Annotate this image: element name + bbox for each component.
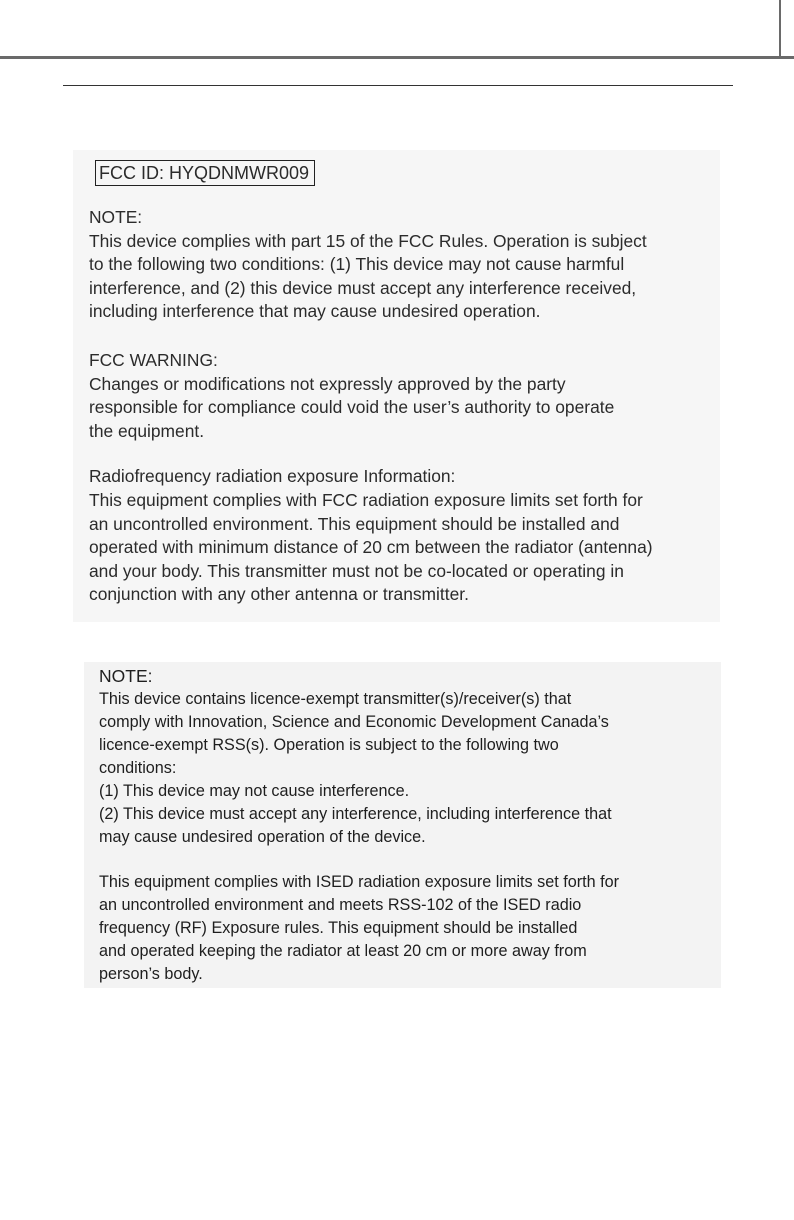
ised-note-line: comply with Innovation, Science and Economic Development Canada’s [99, 713, 609, 731]
ised-note-heading: NOTE: [99, 666, 153, 686]
page-top-border [0, 56, 794, 59]
fcc-warning-line: responsible for compliance could void the user’s authority to operate [89, 397, 615, 418]
ised-exposure-line: This equipment complies with ISED radiation exposure limits set forth for [99, 873, 620, 891]
ised-note-line: conditions: [99, 759, 177, 777]
ised-exposure-line: person’s body. [99, 965, 203, 983]
page-edge-mark [779, 0, 781, 57]
fcc-warning-line: Changes or modifications not expressly approved by the party [89, 373, 566, 394]
ised-exposure-line: an uncontrolled environment and meets RSS-102 of the ISED radio [99, 896, 582, 914]
ised-note-line: This device contains licence-exempt transmitter(s)/receiver(s) that [99, 690, 572, 708]
rf-exposure-line: This equipment complies with FCC radiation exposure limits set forth for [89, 489, 643, 510]
rf-exposure-heading: Radiofrequency radiation exposure Information: [89, 466, 456, 487]
fcc-note-heading: NOTE: [89, 207, 143, 227]
ised-exposure-line: and operated keeping the radiator at least 20 cm or more away from [99, 942, 587, 960]
fcc-notice-scan [73, 150, 720, 622]
fcc-note-line: to the following two conditions: (1) This device may not cause harmful [89, 254, 625, 275]
rf-exposure-line: and your body. This transmitter must not be co-located or operating in [89, 560, 624, 581]
rf-exposure-line: an uncontrolled environment. This equipment should be installed and [89, 513, 620, 534]
ised-note-line: (2) This device must accept any interference, including interference that [99, 805, 612, 823]
ised-exposure-line: frequency (RF) Exposure rules. This equipment should be installed [99, 919, 578, 937]
ised-note-line: (1) This device may not cause interference. [99, 782, 410, 800]
fcc-id-box: FCC ID: HYQDNMWR009 [95, 160, 315, 186]
ised-notice-scan [84, 662, 721, 988]
fcc-note-line: including interference that may cause undesired operation. [89, 301, 541, 322]
fcc-note-line: This device complies with part 15 of the FCC Rules. Operation is subject [89, 230, 647, 251]
header-rule [63, 85, 733, 86]
rf-exposure-line: conjunction with any other antenna or transmitter. [89, 584, 469, 605]
fcc-warning-heading: FCC WARNING: [89, 349, 218, 370]
rf-exposure-line: operated with minimum distance of 20 cm between the radiator (antenna) [89, 537, 653, 558]
fcc-warning-line: the equipment. [89, 420, 205, 441]
ised-note-line: may cause undesired operation of the device. [99, 828, 426, 846]
fcc-note-line: interference, and (2) this device must accept any interference received, [89, 277, 637, 298]
ised-note-line: licence-exempt RSS(s). Operation is subject to the following two [99, 736, 559, 754]
